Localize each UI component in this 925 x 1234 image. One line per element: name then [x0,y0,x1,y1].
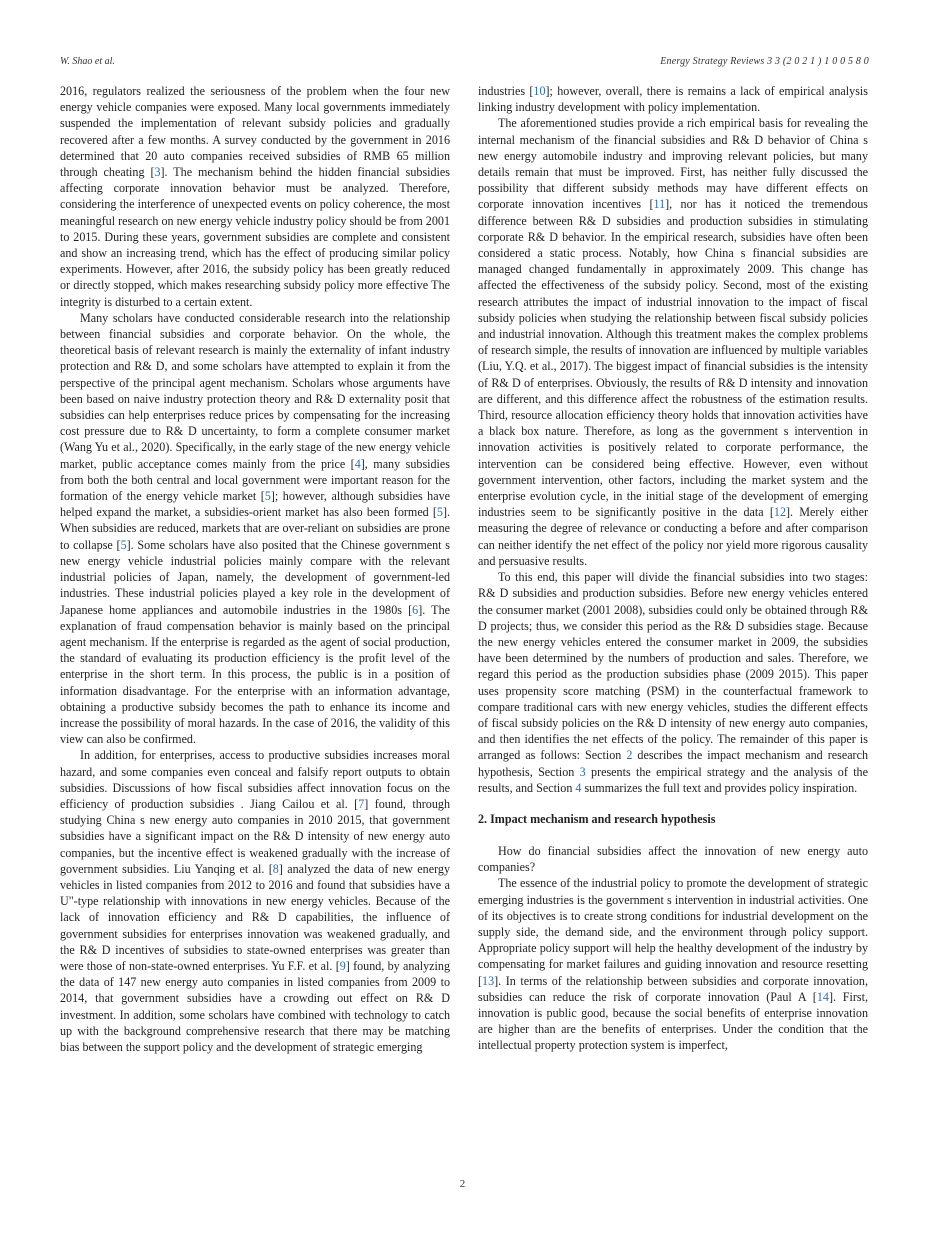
citation-link[interactable]: 14 [816,989,829,1004]
citation-link[interactable]: 5 [436,505,443,520]
section-link[interactable]: 2 [626,748,633,763]
citation-link[interactable]: 5 [264,489,271,504]
citation-link[interactable]: 5 [120,537,127,552]
citation-link[interactable]: 10 [533,84,546,98]
citation-link[interactable]: 9 [339,958,346,973]
paragraph: In addition, for enterprises, access to productive subsidies increases moral hazard, and some companies even conceal and falsify report outputs to obtain subsidies. Discussions of how fiscal subsidies affect innovation focus on the efficiency of production subsidies . Jiang Cailou et al. [7] found, through studying China s new energy auto companies in 2010 2015, that government subsidies have a significant impact on the R& D intensity of new energy auto companies, but the incentive effect is weakened gradually with the increase of government subsidies. Liu Yanqing et al. [8] analyzed the data of new energy vehicles in listed companies from 2012 to 2016 and found that subsidies have a U"-type relationship with innovations in new energy vehicles. Because of the lack of innovation efficiency and R& D capabilities, the influence of government subsidies for enterprises innovation was weakened gradually, and the R& D incentives of subsidies to state-owned enterprises was greater than were those of non-state-owned enterprises. Yu F.F. et al. [9] found, by analyzing the data of 147 new energy auto companies in listed companies from 2009 to 2014, that government subsidies have a crowding out effect on R& D investment. In addition, some scholars have combined with technology to catch up with the background comprehensive research that there may be matching bias between the support policy and the development of strategic emerging [60,748,450,1054]
paragraph: The essence of the industrial policy to promote the development of strategic emerging industries is the government s intervention in industrial activities. One of its objectives is to create strong conditions for industrial development on the supply side, the demand side, and the environment through policy support. Appropriate policy support will help the healthy development of the industry by compensating for market failures and guiding innovation and resource resetting [13]. In terms of the relationship between subsidies and corporate innovation, subsidies can reduce the risk of corporate innovation (Paul A [14]. First, innovation is public good, because the social benefits of enterprise innovation are higher than are the benefits of enterprises. Under the condition that the intellectual property protection system is imperfect, [478,876,869,1053]
citation-link[interactable]: 7 [358,796,365,811]
header-authors: W. Shao et al. [60,56,115,67]
citation-link[interactable]: 3 [154,165,161,180]
section-link[interactable]: 3 [579,764,586,779]
paragraph: Many scholars have conducted considerable research into the relationship between financial subsidies and corporate behavior. On the whole, the theoretical basis of relevant research is mainly the externality of infant industry protection and R& D, and some scholars have attempted to explain it from the perspective of the principal agent mechanism. Scholars whose arguments have been based on naive industry protection theory and R& D externality posit that subsidies can help enterprises reduce prices by compensating for the increasing cost pressure due to R& D uncertainty, to form a complete consumer market (Wang Yu et al., 2020). Specifically, in the early stage of the new energy vehicle market, public acceptance comes mainly from the price [4], many subsidies from both the both central and local government were important reason for the formation of the energy vehicle market [5]; however, although subsidies have helped expand the market, a subsidies-orient market has also been formed [5]. When subsidies are reduced, markets that are over-reliant on subsidies are prone to collapse [5]. Some scholars have also posited that the Chinese government s new energy vehicle industrial policies mainly compare with the relevant industrial policies of Japan, namely, the development of government-led industries. These industrial policies played a key role in the development of Japanese home appliances and automobile industries in the 1980s [6]. The explanation of fraud compensation behavior is mainly based on the principal agent mechanism. If the enterprise is regarded as the agent of social production, the standard of evaluating its production efficiency is the profit level of the enterprise in the short term. In this process, the public is in a position of information disadvantage. For the enterprise with an information advantage, obtaining a productive subsidy becomes the path to enhance its income and increase the possibility of moral hazards. In the case of 2016, the validity of this view can also be confirmed. [60,310,450,747]
citation-link[interactable]: 4 [354,456,361,471]
citation-link[interactable]: 12 [773,505,787,520]
section-link[interactable]: 4 [575,780,582,795]
citation-link[interactable]: 8 [272,861,279,876]
right-column [478,83,868,1054]
citation-link[interactable]: 11 [653,197,666,212]
paragraph: industries [10]; however, overall, there is remains a lack of empirical analysis linking industry development with policy implementation. [478,84,868,115]
header-journal: Energy Strategy Reviews 3 3 (2 0 2 1 ) 1 0 0 5 8 0 [660,56,869,67]
paragraph: How do financial subsidies affect the innovation of new energy auto companies? [478,843,868,875]
paragraph: To this end, this paper will divide the financial subsidies into two stages: R& D subsidies and production subsidies. Before new energy vehicles entered the consumer market (2001 2008), subsidies could only be obtained through R& D projects; thus, we consider this period as the R& D subsidies stage. Because the new energy vehicles entered the consumer market in 2009, the subsidies have been determined by the numbers of production and sales. Therefore, we regard this period as the production subsidies phase (2009 2015). This paper uses propensity score matching (PSM) in the counterfactual framework to compare traditional cars with new energy vehicles, studies the different effects of fiscal subsidy policies on the R& D intensity of new energy auto companies, and then identifies the net effects of the policy. The remainder of this paper is arranged as follows: Section 2 describes the impact mechanism and research hypothesis, Section 3 presents the empirical strategy and the analysis of the results, and Section 4 summarizes the full text and provides policy inspiration. [478,570,868,795]
left-column [60,83,450,1055]
citation-link[interactable]: 6 [412,602,419,617]
page-number: 2 [459,1178,466,1190]
paragraph: 2016, regulators realized the seriousness of the problem when the four new energy vehicle companies were exposed. Many local governments immediately suspended the implementation of relevant subsidy policies and gradually recovered after a few months. A survey conducted by the government in 2016 determined that 20 auto companies received subsidies of RMB 65 million through cheating [3]. The mechanism behind the hidden financial subsidies affecting corporate innovation behavior must be analyzed. Therefore, considering the interference of unexpected events on policy coherence, the most meaningful research on new energy vehicle industry policy should be from 2001 to 2015. During these years, government subsidies are complete and consistent and show an increasing trend, which has the effect of producing similar policy experiments. However, after 2016, the subsidy policy has been greatly reduced or directly stopped, which makes researching subsidy policy more effective The integrity is disturbed to a certain extent. [60,84,450,309]
citation-link[interactable]: 13 [482,973,495,988]
running-header [60,56,869,72]
section-heading: 2. Impact mechanism and research hypothesis [478,811,716,826]
paragraph: The aforementioned studies provide a rich empirical basis for revealing the internal mechanism of the financial subsidies and R& D behavior of China s new energy automobile industry and improving relevant policies, but many details remain that must be improved. First, has neither fully discussed the possibility that different subsidy methods may have different effects on corporate innovation incentives [11], nor has it noticed the tremendous difference between R& D subsidies and production subsidies in stimulating corporate R& D behavior. In the empirical research, subsidies have often been considered a static process. Notably, how China s financial subsidies are managed changed fundamentally in approximately 2009. This change has affected the effectiveness of the subsidy policy. Second, most of the existing research attributes the impact of industrial innovation to the impact of fiscal subsidy policies when studying the relationship between fiscal subsidy policies and industrial innovation. Although this treatment makes the complex problems of research simple, the results of innovation are influenced by multiple variables (Liu, Y.Q. et al., 2017). The biggest impact of financial subsidies is the intensity of R& D of enterprises. Obviously, the results of R& D intensity and innovation are different, and this difference affect the robustness of the estimation results. Third, resource allocation efficiency theory holds that innovation activities have a black box nature. Therefore, as long as the government s intervention in innovation activities is positively related to corporate performance, the intervention can be considered being effective. However, even without government intervention, other factors, including the market system and the enterprise evolution cycle, in the initial stage of the development of emerging industries seem to be significantly positive in the data [12]. Merely either measuring the degree of relevance or conducting a before and after comparison can neither identify the net effect of the policy nor yield more rigorous causality and persuasive results. [478,116,868,568]
